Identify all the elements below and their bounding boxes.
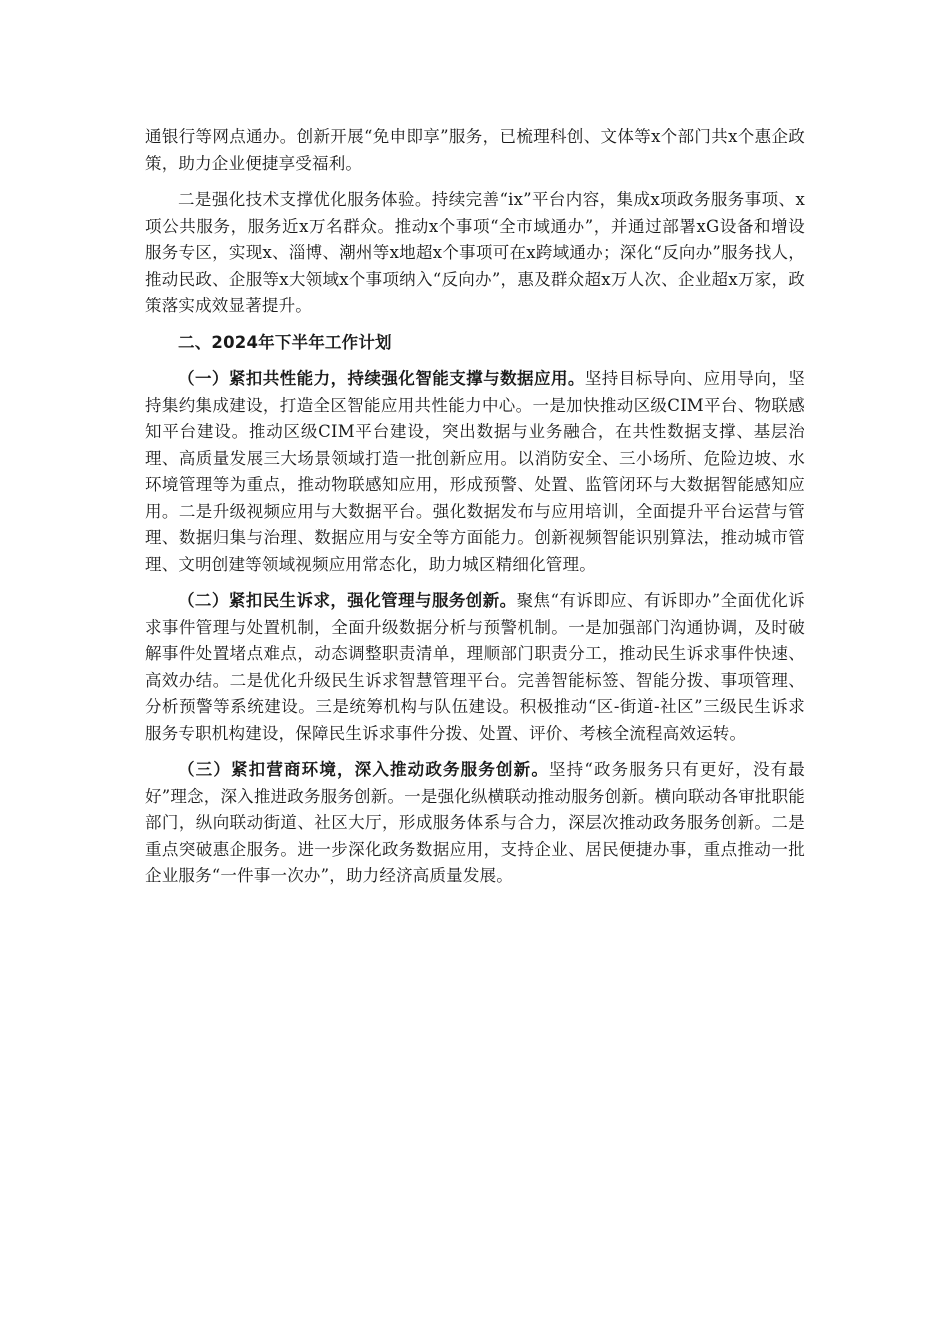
item-2-body: 聚焦“有诉即应、有诉即办”全面优化诉求事件管理与处置机制，全面升级数据分析与预警机制。一是加强部门沟通协调，及时破解事件处置堵点难点，动态调整职责清单，理顺部门职责分工，推动民生诉求事件快速、高效办结。二是优化升级民生诉求智慧管理平台。完善智能标签、智能分拨、事项管理、分析预警等系统建设。三是统筹机构与队伍建设。积极推动“区-街道-社区”三级民生诉求服务专职机构建设，保障民生诉求事件分拨、处置、评价、考核全流程高效运转。 bbox=[145, 591, 805, 743]
paragraph-tech-support: 二是强化技术支撑优化服务体验。持续完善“ix”平台内容，集成x项政务服务事项、x项公共服务，服务近x万名群众。推动x个事项“全市域通办”，并通过部署xG设备和增设服务专区，实现x、淄博、潮州等x地超x个事项可在x跨域通办；深化“反向办”服务找人，推动民政、企服等x大领域x个事项纳入“反向办”，惠及群众超x万人次、企业超x万家，政策落实成效显著提升。 bbox=[145, 190, 805, 315]
section-heading: 二、2024年下半年工作计划 bbox=[178, 332, 392, 352]
document-page bbox=[145, 124, 805, 890]
item-1-body: 坚持目标导向、应用导向，坚持集约集成建设，打造全区智能应用共性能力中心。一是加快推动区级CIM平台、物联感知平台建设。推动区级CIM平台建设，突出数据与业务融合，在共性数据支撑、基层治理、高质量发展三大场景领域打造一批创新应用。以消防安全、三小场所、危险边坡、水环境管理等为重点，推动物联感知应用，形成预警、处置、监管闭环与大数据智能感知应用。二是升级视频应用与大数据平台。强化数据发布与应用培训，全面提升平台运营与管理、数据归集与治理、数据应用与安全等方面能力。创新视频智能识别算法，推动城市管理、文明创建等领域视频应用常态化，助力城区精细化管理。 bbox=[145, 369, 805, 574]
item-3-paragraph bbox=[145, 757, 805, 890]
item-2-lead: （二）紧扣民生诉求，强化管理与服务创新。 bbox=[178, 591, 517, 610]
item-1-lead: （一）紧扣共性能力，持续强化智能支撑与数据应用。 bbox=[178, 369, 585, 388]
item-1-paragraph bbox=[145, 366, 805, 578]
item-3-body: 坚持“政务服务只有更好，没有最好”理念，深入推进政务服务创新。一是强化纵横联动推动服务创新。横向联动各审批职能部门，纵向联动街道、社区大厅，形成服务体系与合力，深层次推动政务服务创新。二是重点突破惠企服务。进一步深化政务数据应用，支持企业、居民便捷办事，重点推动一批企业服务“一件事一次办”，助力经济高质量发展。 bbox=[145, 760, 805, 885]
item-2-paragraph bbox=[145, 588, 805, 747]
item-3-lead: （三）紧扣营商环境，深入推动政务服务创新。 bbox=[178, 760, 550, 779]
paragraph-continued: 通银行等网点通办。创新开展“免申即享”服务，已梳理科创、文体等x个部门共x个惠企政策，助力企业便捷享受福利。 bbox=[145, 127, 805, 173]
